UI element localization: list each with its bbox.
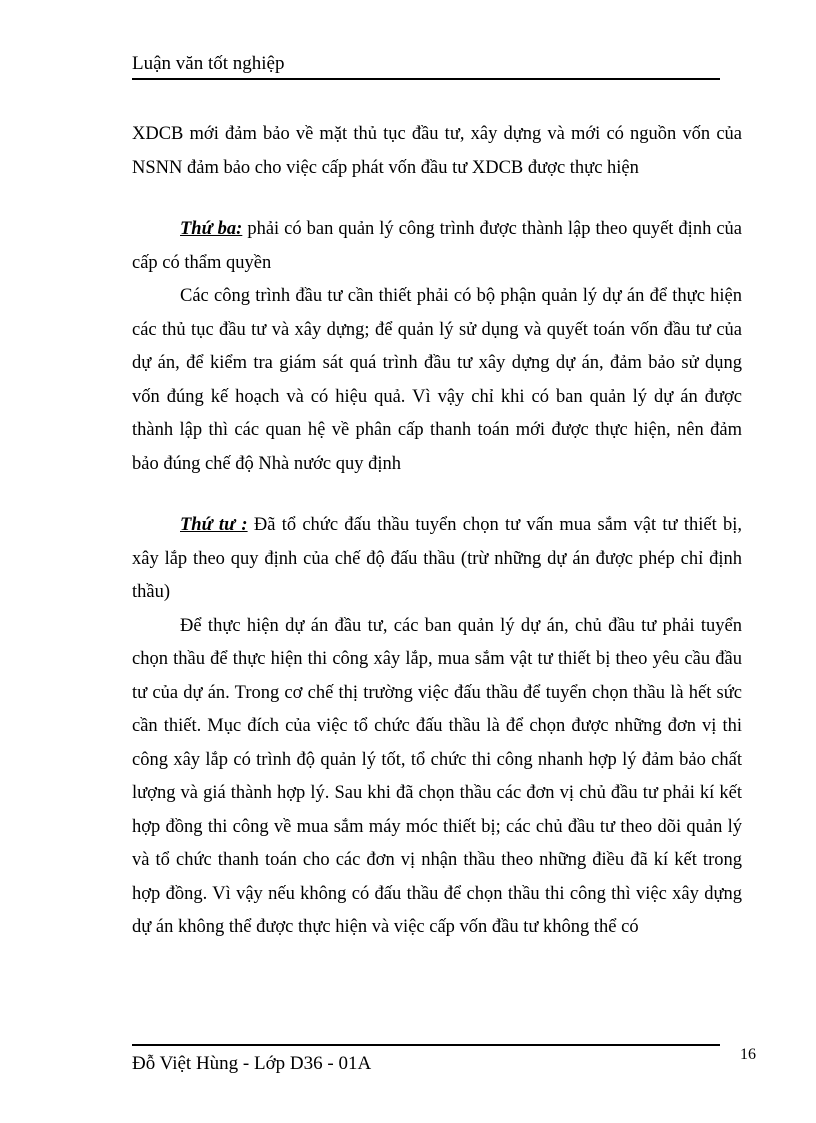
page-footer xyxy=(132,1044,720,1076)
page-header xyxy=(132,52,720,80)
paragraph-2 xyxy=(132,213,742,280)
paragraph-4-text: Đã tổ chức đấu thầu tuyển chọn tư vấn mua sắm vật tư thiết bị, xây lắp theo quy định của chế độ đấu thầu (trừ những dự án được phép chỉ định thầu) xyxy=(132,515,743,602)
paragraph-5: Để thực hiện dự án đầu tư, các ban quản lý dự án, chủ đầu tư phải tuyển chọn thầu để thực hiện thi công xây lắp, mua sắm vật tư thiết bị theo yêu cầu đầu tư của dự án. Trong cơ chế thị trường việc đấu thầu để tuyển chọn thầu là hết sức cần thiết. Mục đích của việc tổ chức đấu thầu là để chọn được những đơn vị thi công xây lắp có trình độ quản lý tốt, tổ chức thi công nhanh hợp lý đảm bảo chất lượng và giá thành hợp lý. Sau khi đã chọn thầu các đơn vị chủ đầu tư phải kí kết hợp đồng thi công về mua sắm máy móc thiết bị; các chủ đầu tư theo dõi quản lý và tổ chức thanh toán cho các đơn vị nhận thầu theo những điều đã kí kết trong hợp đồng. Vì vậy nếu không có đấu thầu để chọn thầu thi công thì việc xây dựng dự án không thể được thực hiện và việc cấp vốn đầu tư không thể có xyxy=(132,615,742,937)
page-body xyxy=(132,118,742,945)
footer-author: Đỗ Việt Hùng - Lớp D36 - 01A xyxy=(132,1053,372,1074)
footer-rule xyxy=(132,1044,720,1046)
header-rule xyxy=(132,78,720,80)
paragraph-3: Các công trình đầu tư cần thiết phải có bộ phận quản lý dự án để thực hiện các thủ tục đầu tư và xây dựng; để quản lý sử dụng và quyết toán vốn đầu tư của dự án, để kiểm tra giám sát quá trình đầu tư xây dựng dự án, đảm bảo sử dụng vốn đúng kế hoạch và có hiệu quả. Vì vậy chỉ khi có ban quản lý dự án được thành lập thì các quan hệ về phân cấp thanh toán mới được thực hiện, nên đảm bảo đúng chế độ Nhà nước quy định xyxy=(132,286,742,474)
paragraph-2-lead: Thứ ba: xyxy=(180,219,243,239)
paragraph-2-text: phải có ban quản lý công trình được thành lập theo quyết định của cấp có thẩm quyền xyxy=(132,219,742,273)
paragraph-4-lead: Thứ tư : xyxy=(180,515,248,535)
header-title: Luận văn tốt nghiệp xyxy=(132,53,285,74)
paragraph-1: XDCB mới đảm bảo về mặt thủ tục đầu tư, xây dựng và mới có nguồn vốn của NSNN đảm bảo cho việc cấp phát vốn đầu tư XDCB được thực hiện xyxy=(132,124,742,178)
paragraph-4 xyxy=(132,509,742,610)
page-number: 16 xyxy=(740,1046,756,1063)
